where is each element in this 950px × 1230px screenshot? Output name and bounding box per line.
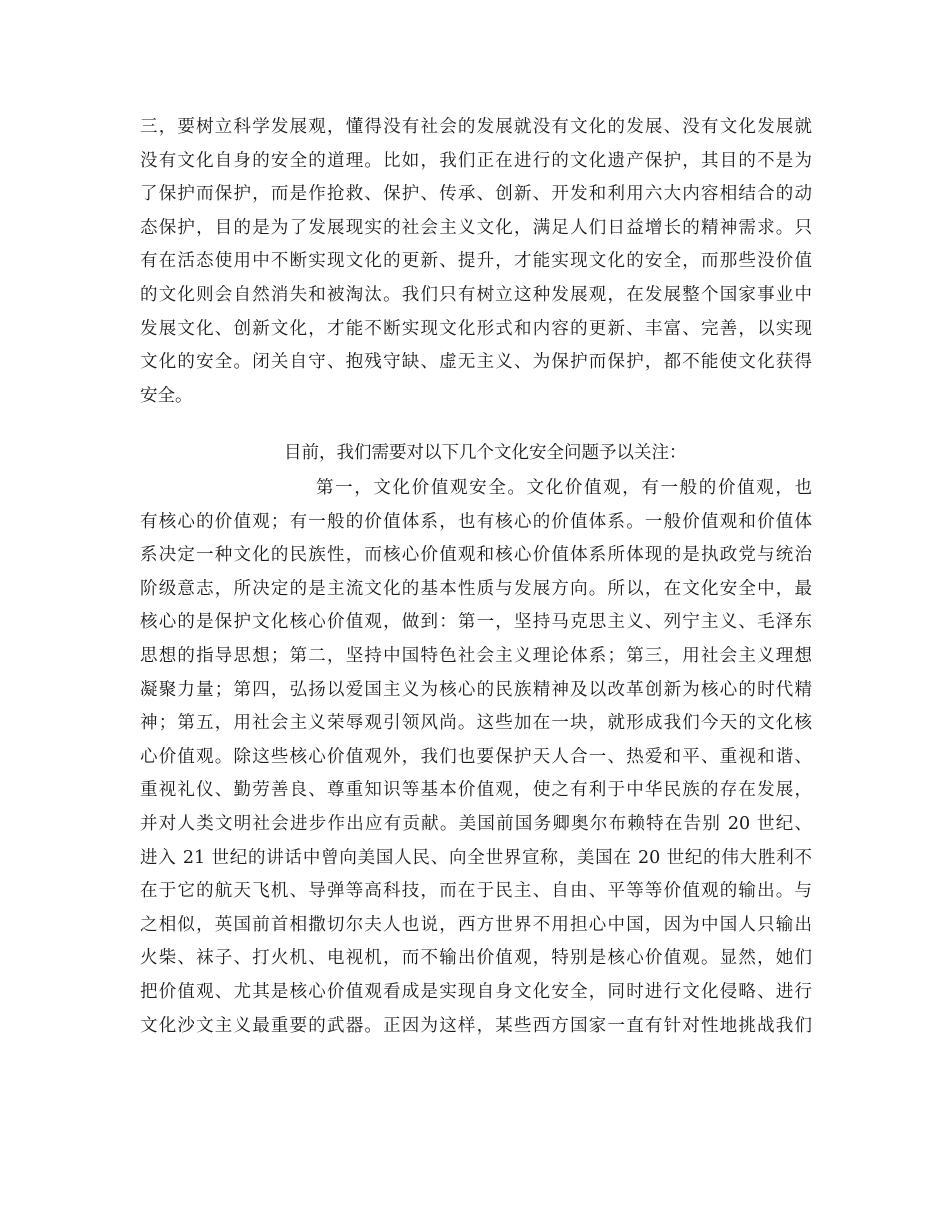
text-line: 没有文化自身的安全的道理。比如，我们正在进行的文化遗产保护，其目的不是为 bbox=[140, 150, 812, 171]
text-line: 安全。 bbox=[140, 385, 193, 406]
text-line: 神；第五，用社会主义荣辱观引领风尚。这些加在一块，就形成我们今天的文化核 bbox=[140, 713, 812, 734]
text-line: 心价值观。除这些核心价值观外，我们也要保护天人合一、热爱和平、重视和谐、 bbox=[140, 746, 812, 767]
text-line: 之相似，英国前首相撒切尔夫人也说，西方世界不用担心中国，因为中国人只输出 bbox=[140, 914, 812, 935]
text-line: 有在活态使用中不断实现文化的更新、提升，才能实现文化的安全，而那些没价值 bbox=[140, 251, 812, 272]
paragraph-current-concerns bbox=[140, 437, 812, 471]
text-line: 了保护而保护，而是作抢救、保护、传承、创新、开发和利用六大内容相结合的动 bbox=[140, 184, 812, 205]
text-line: 的文化则会自然消失和被淘汰。我们只有树立这种发展观，在发展整个国家事业中 bbox=[140, 284, 812, 305]
text-line: 文化的安全。闭关自守、抱残守缺、虚无主义、为保护而保护，都不能使文化获得 bbox=[140, 352, 812, 373]
text-line: 把价值观、尤其是核心价值观看成是实现自身文化安全，同时进行文化侵略、进行 bbox=[140, 981, 812, 1002]
text-line: 核心的是保护文化核心价值观，做到：第一，坚持马克思主义、列宁主义、毛泽东 bbox=[140, 612, 812, 633]
text-line: 阶级意志，所决定的是主流文化的基本性质与发展方向。所以，在文化安全中，最 bbox=[140, 578, 812, 599]
text-line: 火柴、袜子、打火机、电视机，而不输出价值观，特别是核心价值观。显然，她们 bbox=[140, 948, 812, 969]
text-line: 有核心的价值观；有一般的价值体系，也有核心的价值体系。一般价值观和价值体 bbox=[140, 511, 812, 532]
text-line: 在于它的航天飞机、导弹等高科技，而在于民主、自由、平等等价值观的输出。与 bbox=[140, 881, 812, 902]
text-line: 目前，我们需要对以下几个文化安全问题予以关注： bbox=[284, 443, 687, 463]
paragraph-value-security bbox=[140, 472, 812, 1043]
text-line: 发展文化、创新文化，才能不断实现文化形式和内容的更新、丰富、完善，以实现 bbox=[140, 318, 812, 339]
text-line: 进入 21 世纪的讲话中曾向美国人民、向全世界宣称，美国在 20 世纪的伟大胜利不 bbox=[140, 847, 812, 868]
text-line: 态保护，目的是为了发展现实的社会主义文化，满足人们日益增长的精神需求。只 bbox=[140, 217, 812, 238]
text-line: 文化沙文主义最重要的武器。正因为这样，某些西方国家一直有针对性地挑战我们 bbox=[140, 1015, 812, 1036]
text-line: 并对人类文明社会进步作出应有贡献。美国前国务卿奥尔布赖特在告别 20 世纪、 bbox=[140, 813, 812, 834]
text-line: 思想的指导思想；第二，坚持中国特色社会主义理论体系；第三，用社会主义理想 bbox=[140, 645, 812, 666]
text-line: 系决定一种文化的民族性，而核心价值观和核心价值体系所体现的是执政党与统治 bbox=[140, 545, 812, 566]
text-line: 凝聚力量；第四，弘扬以爱国主义为核心的民族精神及以改革创新为核心的时代精 bbox=[140, 679, 812, 700]
paragraph-development-view bbox=[140, 111, 812, 413]
text-line: 重视礼仪、勤劳善良、尊重知识等基本价值观，使之有利于中华民族的存在发展， bbox=[140, 780, 812, 801]
text-line: 三，要树立科学发展观，懂得没有社会的发展就没有文化的发展、没有文化发展就 bbox=[140, 117, 812, 137]
text-line: 第一，文化价值观安全。文化价值观，有一般的价值观，也 bbox=[316, 478, 812, 498]
